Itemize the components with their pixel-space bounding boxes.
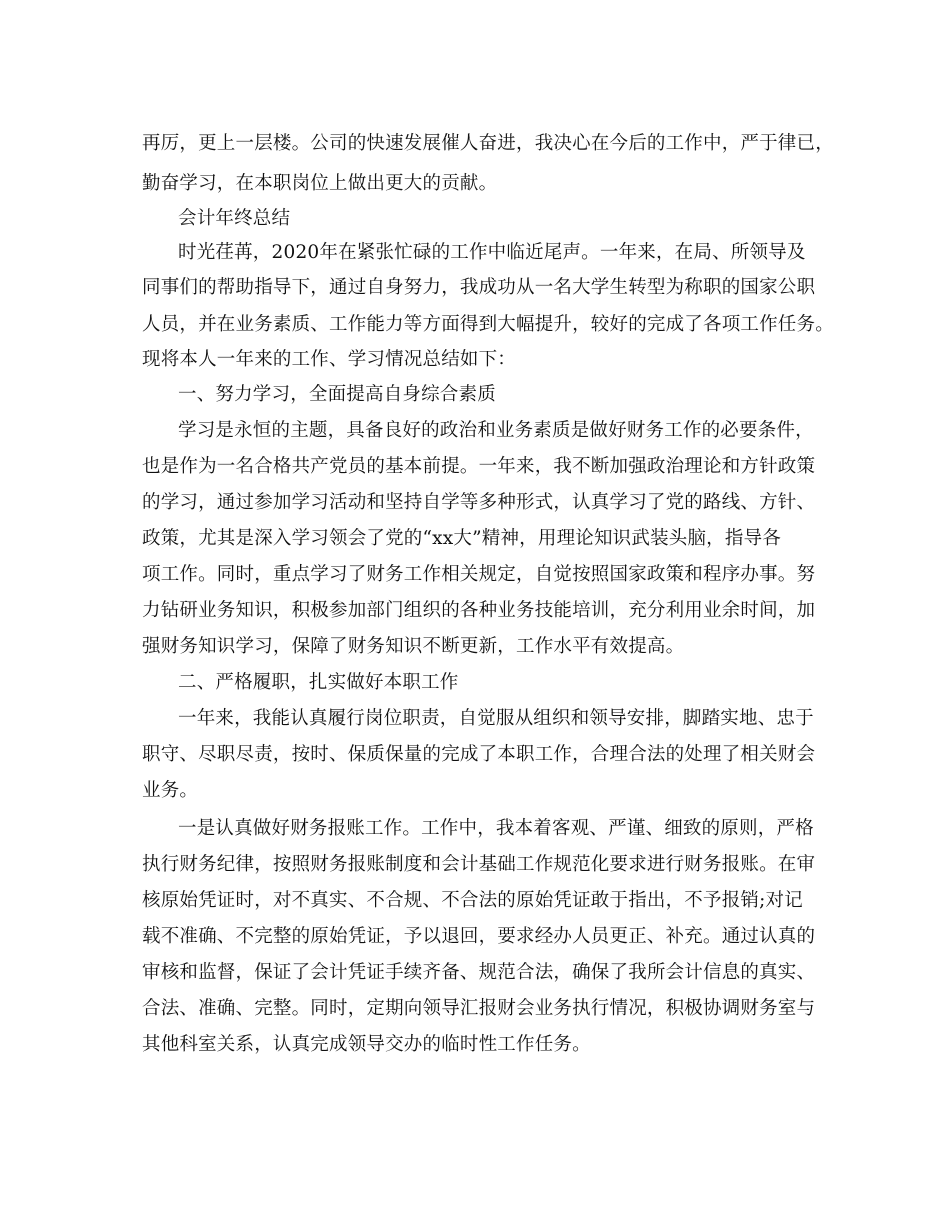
- body-text-line: 时光荏苒，2020年在紧张忙碌的工作中临近尾声。一年来，在局、所领导及: [178, 242, 806, 263]
- body-text-line: 同事们的帮助指导下，通过自身努力，我成功从一名大学生转型为称职的国家公职: [142, 277, 816, 298]
- body-text-line: 审核和监督，保证了会计凭证手续齐备、规范合法，确保了我所会计信息的真实、: [142, 962, 816, 983]
- body-text-line: 再厉，更上一层楼。公司的快速发展催人奋进，我决心在今后的工作中，严于律已，: [142, 133, 834, 154]
- body-text-line: 一年来，我能认真履行岗位职责，自觉服从组织和领导安排，脚踏实地、忠于: [178, 708, 814, 729]
- body-text-line: 强财务知识学习，保障了财务知识不断更新，工作水平有效提高。: [142, 636, 685, 657]
- body-text-line: 合法、准确、完整。同时，定期向领导汇报财会业务执行情况，积极协调财务室与: [142, 998, 816, 1019]
- section-title: 会计年终总结: [178, 208, 291, 229]
- body-text-line: 学习是永恒的主题，具备良好的政治和业务素质是做好财务工作的必要条件，: [178, 420, 814, 441]
- body-text-line: 一是认真做好财务报账工作。工作中，我本着客观、严谨、细致的原则，严格: [178, 818, 814, 839]
- body-text-line: 现将本人一年来的工作、学习情况总结如下：: [142, 349, 517, 370]
- body-text-line: 核原始凭证时，对不真实、不合规、不合法的原始凭证敢于指出，不予报销;对记: [142, 890, 803, 911]
- heading-1: 一、努力学习，全面提高自身综合素质: [178, 384, 496, 405]
- body-text-line: 执行财务纪律，按照财务报账制度和会计基础工作规范化要求进行财务报账。在审: [142, 854, 816, 875]
- body-text-line: 项工作。同时，重点学习了财务工作相关规定，自觉按照国家政策和程序办事。努: [142, 564, 816, 585]
- body-text-line: 载不准确、不完整的原始凭证，予以退回，要求经办人员更正、补充。通过认真的: [142, 926, 816, 947]
- body-text-line: 的学习，通过参加学习活动和坚持自学等多种形式，认真学习了党的路线、方针、: [142, 492, 816, 513]
- body-text-line: 其他科室关系，认真完成领导交办的临时性工作任务。: [142, 1034, 591, 1055]
- body-text-line: 职守、尽职尽责，按时、保质保量的完成了本职工作，合理合法的处理了相关财会: [142, 744, 816, 765]
- body-text-line: 政策，尤其是深入学习领会了党的“xx大”精神，用理论知识武装头脑，指导各: [142, 528, 781, 549]
- heading-2: 二、严格履职，扎实做好本职工作: [178, 672, 459, 693]
- body-text-line: 也是作为一名合格共产党员的基本前提。一年来，我不断加强政治理论和方针政策: [142, 456, 816, 477]
- body-text-line: 业务。: [142, 780, 199, 801]
- body-text-line: 人员，并在业务素质、工作能力等方面得到大幅提升，较好的完成了各项工作任务。: [142, 314, 834, 335]
- body-text-line: 勤奋学习，在本职岗位上做出更大的贡献。: [142, 173, 498, 194]
- body-text-line: 力钻研业务知识，积极参加部门组织的各种业务技能培训，充分利用业余时间，加: [142, 600, 816, 621]
